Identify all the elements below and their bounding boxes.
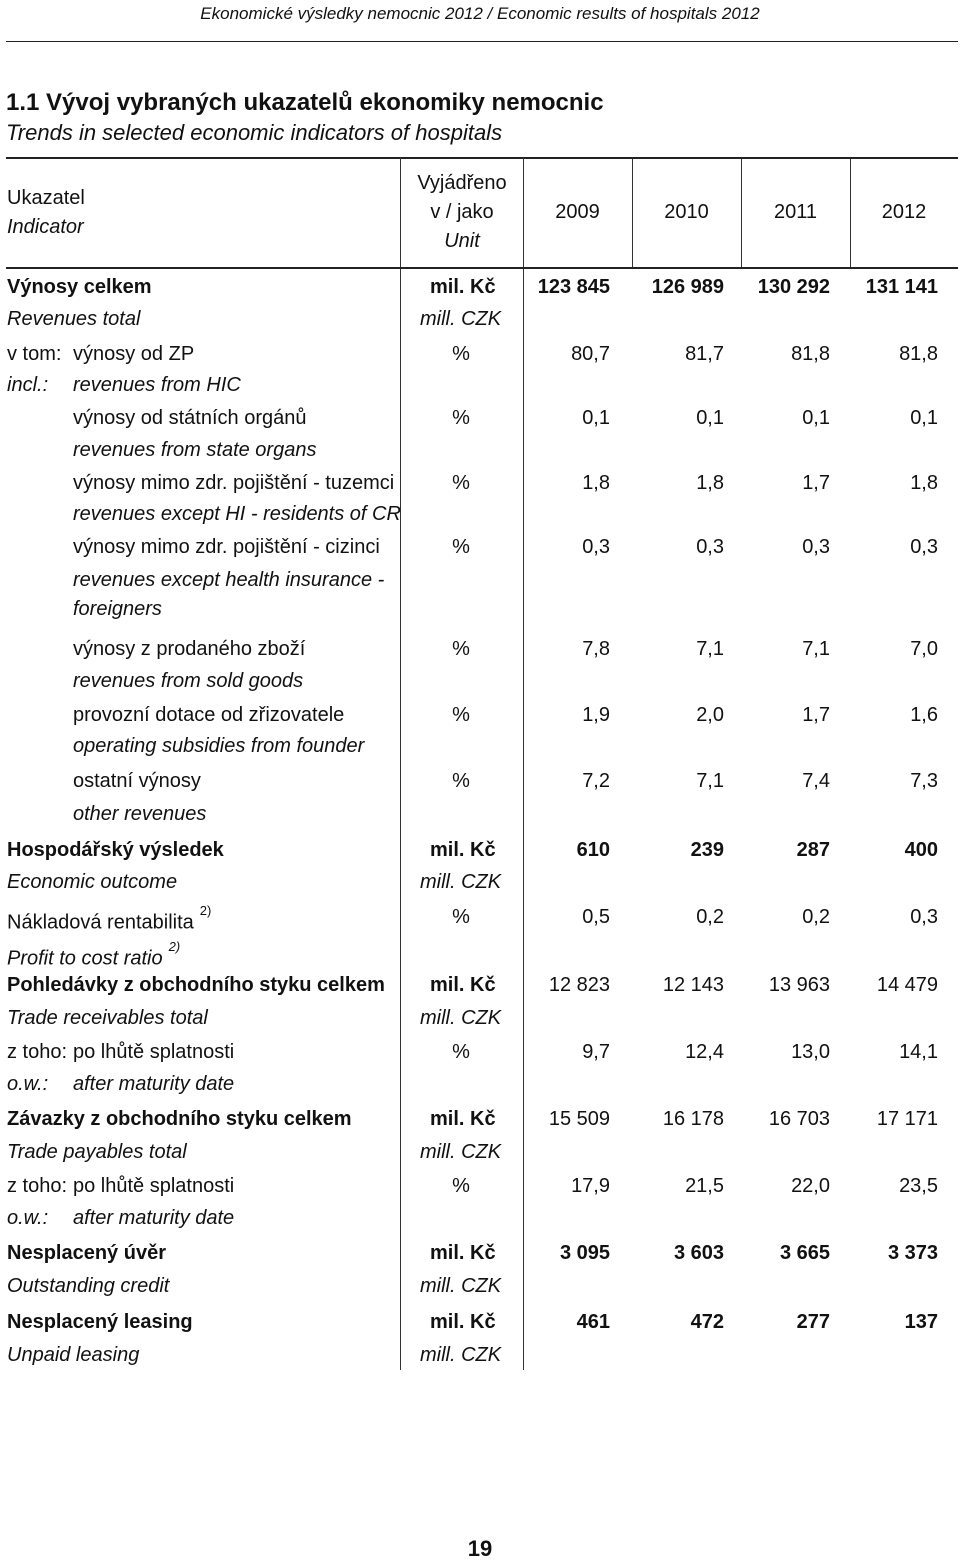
value-2010: 21,5: [685, 1175, 724, 1197]
row-label-en: revenues from sold goods: [73, 670, 304, 692]
value-2010: 0,3: [696, 536, 724, 558]
row-label-cz: po lhůtě splatnosti: [73, 1041, 235, 1063]
row-unit-cz: mil. Kč: [430, 1108, 496, 1130]
value-2010: 0,2: [696, 906, 724, 928]
table-row-other-en: [0, 798, 960, 830]
row-label-cz: Nesplacený úvěr: [7, 1242, 166, 1264]
value-2009: 15 509: [548, 1108, 610, 1130]
row-label-cz: provozní dotace od zřizovatele: [73, 704, 345, 726]
row-unit: %: [452, 1175, 470, 1197]
value-2009: 7,8: [582, 638, 610, 660]
value-2012: 81,8: [899, 343, 938, 365]
value-2009: 0,5: [582, 906, 610, 928]
row-unit: %: [452, 704, 470, 726]
unit-header-2: v / jako: [430, 201, 494, 223]
value-2010: 7,1: [696, 770, 724, 792]
row-label-en: revenues from state organs: [73, 439, 317, 461]
row-label-en: other revenues: [73, 803, 207, 825]
value-2010: 81,7: [685, 343, 724, 365]
value-2012: 1,8: [910, 472, 938, 494]
value-2010: 12 143: [662, 974, 724, 996]
table-row-receivables-en: [0, 1002, 960, 1034]
value-2011: 287: [796, 839, 830, 861]
value-2011: 0,3: [802, 536, 830, 558]
row-label-cz: Závazky z obchodního styku celkem: [7, 1108, 352, 1130]
row-unit-cz: mil. Kč: [430, 839, 496, 861]
row-label-en: revenues except health insurance -: [73, 569, 385, 591]
row-label-cz: výnosy mimo zdr. pojištění - cizinci: [73, 536, 380, 558]
value-2011: 7,4: [802, 770, 830, 792]
table-row-state-en: [0, 434, 960, 466]
table-title-en: Trends in selected economic indicators of hospitals: [6, 120, 503, 145]
ratio-label-en-text: Profit to cost ratio: [7, 947, 163, 970]
value-2010: 7,1: [696, 638, 724, 660]
row-label-en: operating subsidies from founder: [73, 735, 365, 757]
row-prefix-en: incl.:: [7, 374, 49, 396]
row-label-en: Unpaid leasing: [7, 1344, 140, 1366]
value-2012: 14 479: [876, 974, 938, 996]
row-label-cz: Nesplacený leasing: [7, 1311, 193, 1333]
table-row-leasing: [0, 1306, 960, 1338]
value-2011: 3 665: [779, 1242, 830, 1264]
value-2010: 0,1: [696, 407, 724, 429]
value-2009: 12 823: [548, 974, 610, 996]
table-row-subsidies: [0, 699, 960, 731]
row-label-en: revenues except HI - residents of CR: [73, 503, 401, 525]
indicator-header-en: Indicator: [7, 216, 84, 238]
value-2011: 1,7: [802, 704, 830, 726]
footnote-marker: 2): [199, 903, 212, 918]
value-2010: 2,0: [696, 704, 724, 726]
value-2012: 0,3: [910, 536, 938, 558]
value-2012: 7,0: [910, 638, 938, 660]
row-label-cz: výnosy od státních orgánů: [73, 407, 307, 429]
row-label-en: Trade payables total: [7, 1141, 187, 1163]
value-2009: 1,8: [582, 472, 610, 494]
row-unit-en: mill. CZK: [420, 1141, 502, 1163]
row-label-en: Economic outcome: [7, 871, 178, 893]
value-2011: 16 703: [768, 1108, 830, 1130]
row-unit-en: mill. CZK: [420, 1344, 502, 1366]
table-row-credit-en: [0, 1270, 960, 1302]
table-row-revenues-total-en: [0, 303, 960, 335]
value-2012: 23,5: [899, 1175, 938, 1197]
table-row-receivables: [0, 969, 960, 1001]
value-2011: 0,1: [802, 407, 830, 429]
value-2010: 1,8: [696, 472, 724, 494]
table-row-revenues-total: [0, 271, 960, 303]
row-label-en: Revenues total: [7, 308, 141, 330]
value-2012: 7,3: [910, 770, 938, 792]
row-prefix-cz: z toho:: [7, 1175, 68, 1197]
value-2010: 3 603: [673, 1242, 724, 1264]
unit-header-1: Vyjádřeno: [417, 172, 507, 194]
row-unit: %: [452, 906, 470, 928]
unit-header-3: Unit: [444, 230, 480, 252]
row-prefix-en: o.w.:: [7, 1073, 49, 1095]
value-2009: 0,1: [582, 407, 610, 429]
row-unit-en: mill. CZK: [420, 308, 502, 330]
value-2009: 7,2: [582, 770, 610, 792]
row-unit-cz: mil. Kč: [430, 974, 496, 996]
value-2009: 123 845: [537, 276, 610, 298]
row-unit: %: [452, 472, 470, 494]
table-row-payables: [0, 1103, 960, 1135]
value-2012: 131 141: [865, 276, 938, 298]
value-2010: 126 989: [651, 276, 724, 298]
value-2012: 3 373: [887, 1242, 938, 1264]
row-unit-cz: mil. Kč: [430, 1311, 496, 1333]
row-label-en: after maturity date: [73, 1073, 235, 1095]
table-row-receivables-overdue-en: [0, 1068, 960, 1100]
value-2009: 9,7: [582, 1041, 610, 1063]
row-label-cz: ostatní výnosy: [73, 770, 201, 792]
row-label-cz: výnosy od ZP: [73, 343, 195, 365]
value-2011: 130 292: [757, 276, 830, 298]
table-row-outcome: [0, 834, 960, 866]
table-row-other: [0, 765, 960, 797]
value-2012: 0,3: [910, 906, 938, 928]
table-row-receivables-overdue: [0, 1036, 960, 1068]
page-number: 19: [467, 1536, 493, 1561]
value-2011: 277: [796, 1311, 830, 1333]
table-row-foreigners: [0, 531, 960, 563]
row-unit-cz: mil. Kč: [430, 276, 496, 298]
row-unit-en: mill. CZK: [420, 1007, 502, 1029]
row-label-cz: Výnosy celkem: [7, 276, 152, 298]
ratio-label-cz-text: Nákladová rentabilita: [7, 911, 194, 934]
table-row-ratio: [0, 901, 960, 933]
table-row-payables-overdue: [0, 1170, 960, 1202]
value-2009: 17,9: [571, 1175, 610, 1197]
value-2011: 13,0: [791, 1041, 830, 1063]
indicator-header-cz: Ukazatel: [7, 187, 85, 209]
table-row-credit: [0, 1237, 960, 1269]
table-row-residents-en: [0, 498, 960, 530]
value-2012: 0,1: [910, 407, 938, 429]
row-label-en: Outstanding credit: [7, 1275, 170, 1297]
value-2010: 472: [690, 1311, 724, 1333]
year-header-2011: 2011: [773, 201, 817, 223]
row-label-cz: Hospodářský výsledek: [7, 839, 224, 861]
running-header: Ekonomické výsledky nemocnic 2012 / Economic results of hospitals 2012: [200, 4, 760, 23]
year-header-2010: 2010: [664, 201, 709, 223]
value-2009: 610: [576, 839, 610, 861]
row-label-en: revenues from HIC: [73, 374, 241, 396]
table-row-ratio-en: [0, 937, 960, 969]
table-row-foreigners-en-1: [0, 564, 960, 596]
table-row-subsidies-en: [0, 730, 960, 762]
row-label-cz: výnosy mimo zdr. pojištění - tuzemci: [73, 472, 395, 494]
table-row-leasing-en: [0, 1339, 960, 1371]
row-unit: %: [452, 343, 470, 365]
table-row-goods-en: [0, 665, 960, 697]
row-label-en: Trade receivables total: [7, 1007, 208, 1029]
value-2011: 22,0: [791, 1175, 830, 1197]
table-row-outcome-en: [0, 866, 960, 898]
row-unit: %: [452, 407, 470, 429]
table-row-hic-en: [0, 369, 960, 401]
value-2011: 7,1: [802, 638, 830, 660]
row-unit: %: [452, 638, 470, 660]
value-2009: 80,7: [571, 343, 610, 365]
row-unit: %: [452, 536, 470, 558]
row-unit-en: mill. CZK: [420, 1275, 502, 1297]
table-row-payables-overdue-en: [0, 1202, 960, 1234]
value-2009: 461: [576, 1311, 610, 1333]
row-unit-en: mill. CZK: [420, 871, 502, 893]
value-2009: 0,3: [582, 536, 610, 558]
row-prefix-en: o.w.:: [7, 1207, 49, 1229]
value-2011: 81,8: [791, 343, 830, 365]
table-top-rule-left: [6, 157, 523, 159]
row-label-en-cont: foreigners: [73, 598, 162, 620]
footnote-marker: 2): [168, 939, 181, 954]
value-2009: 1,9: [582, 704, 610, 726]
value-2011: 13 963: [768, 974, 830, 996]
value-2012: 137: [904, 1311, 938, 1333]
row-unit-cz: mil. Kč: [430, 1242, 496, 1264]
row-label-cz: Pohledávky z obchodního styku celkem: [7, 974, 385, 996]
row-label-en: after maturity date: [73, 1207, 235, 1229]
year-header-2012: 2012: [881, 201, 927, 223]
header-bottom-rule: [6, 267, 958, 269]
row-label-cz: [7, 901, 211, 939]
value-2012: 14,1: [899, 1041, 938, 1063]
value-2011: 1,7: [802, 472, 830, 494]
value-2012: 400: [904, 839, 938, 861]
table-row-hic: [0, 338, 960, 370]
row-label-cz: výnosy z prodaného zboží: [73, 638, 306, 660]
value-2011: 0,2: [802, 906, 830, 928]
value-2009: 3 095: [559, 1242, 610, 1264]
header-rule: [6, 41, 958, 42]
table-row-residents: [0, 467, 960, 499]
year-header-2009: 2009: [555, 201, 600, 223]
value-2012: 17 171: [876, 1108, 938, 1130]
table-row-foreigners-en-2: [0, 593, 960, 625]
value-2012: 1,6: [910, 704, 938, 726]
value-2010: 12,4: [685, 1041, 724, 1063]
value-2010: 239: [690, 839, 724, 861]
table-row-payables-en: [0, 1136, 960, 1168]
table-row-goods: [0, 633, 960, 665]
value-2010: 16 178: [662, 1108, 724, 1130]
row-label-cz: po lhůtě splatnosti: [73, 1175, 235, 1197]
row-unit: %: [452, 770, 470, 792]
row-prefix-cz: v tom:: [7, 343, 62, 365]
row-prefix-cz: z toho:: [7, 1041, 68, 1063]
row-unit: %: [452, 1041, 470, 1063]
table-title-cz: 1.1 Vývoj vybraných ukazatelů ekonomiky nemocnic: [6, 89, 604, 116]
table-row-state: [0, 402, 960, 434]
